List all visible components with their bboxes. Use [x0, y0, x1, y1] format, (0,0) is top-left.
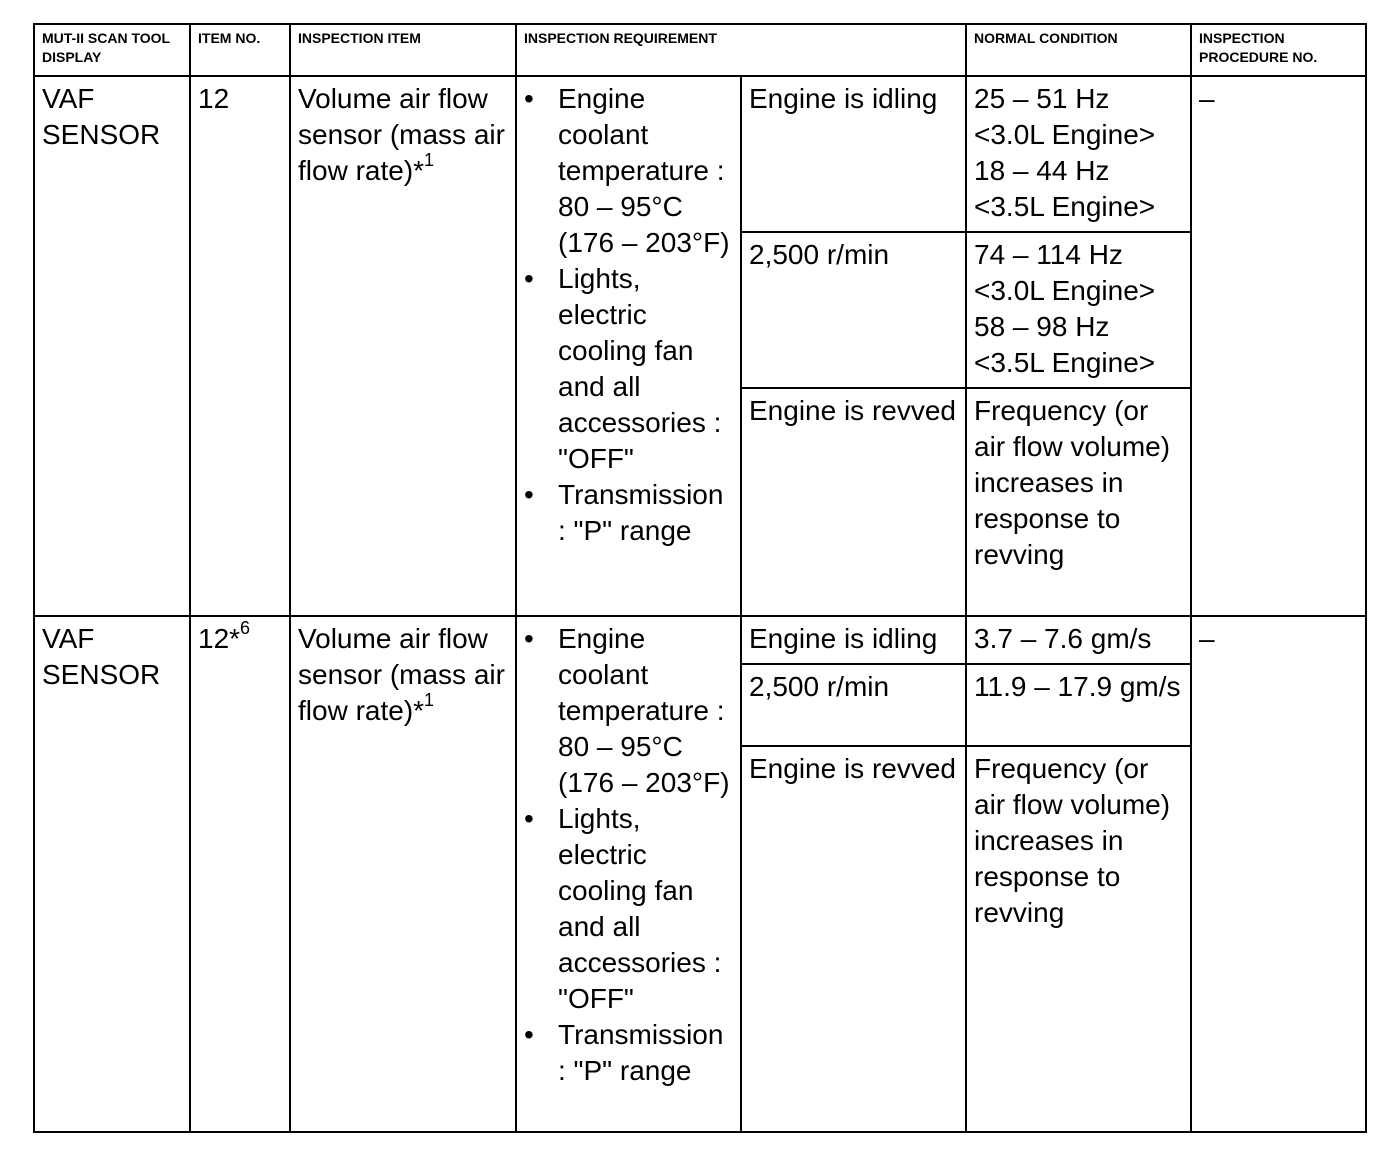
requirement-item: • Transmission : "P" range	[524, 1017, 733, 1089]
condition-state: Engine is idling	[741, 76, 966, 232]
normal-value: 18 – 44 Hz	[974, 155, 1110, 186]
normal-value: 74 – 114 Hz	[974, 239, 1123, 270]
header-requirement: INSPECTION REQUIREMENT	[516, 24, 966, 76]
header-normal-condition: NORMAL CONDITION	[966, 24, 1191, 76]
requirement-item: • Transmission : "P" range	[524, 477, 733, 549]
requirement-cell	[516, 76, 741, 616]
normal-value: 58 – 98 Hz	[974, 311, 1110, 342]
normal-condition: Frequency (or air flow volume) increases in response to revving	[966, 388, 1191, 616]
procedure-no-cell: –	[1191, 76, 1366, 616]
item-no-cell	[190, 76, 290, 616]
normal-condition	[966, 76, 1191, 232]
engine-variant: <3.5L Engine>	[974, 191, 1156, 222]
procedure-no-cell: –	[1191, 616, 1366, 1132]
inspection-item-text: Volume air flow sensor (mass air flow rate)*	[298, 83, 505, 186]
requirement-item: • Engine coolant temperature : 80 – 95°C (176 – 203°F)	[524, 621, 733, 801]
inspection-item-footnote: 1	[424, 149, 435, 170]
normal-value: 25 – 51 Hz	[974, 83, 1110, 114]
condition-state: Engine is idling	[741, 616, 966, 664]
item-no-footnote: 6	[240, 617, 251, 638]
engine-variant: <3.0L Engine>	[974, 119, 1156, 150]
condition-state: Engine is revved	[741, 746, 966, 1132]
scan-display-cell: VAF SENSOR	[34, 616, 190, 1132]
inspection-item-cell	[290, 616, 516, 1132]
item-no: 12	[198, 83, 230, 114]
condition-state: 2,500 r/min	[741, 664, 966, 746]
requirement-item: • Engine coolant temperature : 80 – 95°C (176 – 203°F)	[524, 81, 733, 261]
requirement-item: • Lights, electric cooling fan and all accessories : "OFF"	[524, 261, 733, 477]
header-procedure-no: INSPECTION PROCEDURE NO.	[1191, 24, 1366, 76]
scan-display-cell: VAF SENSOR	[34, 76, 190, 616]
requirement-cell	[516, 616, 741, 1132]
engine-variant: <3.0L Engine>	[974, 275, 1156, 306]
condition-state: Engine is revved	[741, 388, 966, 616]
header-display: MUT-II SCAN TOOL DISPLAY	[34, 24, 190, 76]
normal-condition: 3.7 – 7.6 gm/s	[966, 616, 1191, 664]
requirement-list	[524, 81, 733, 549]
engine-variant: <3.5L Engine>	[974, 347, 1156, 378]
item-no: 12*	[198, 623, 241, 654]
requirement-item: • Lights, electric cooling fan and all accessories : "OFF"	[524, 801, 733, 1017]
header-item-no: ITEM NO.	[190, 24, 290, 76]
table-row	[34, 76, 1366, 232]
normal-condition: 11.9 – 17.9 gm/s	[966, 664, 1191, 746]
inspection-item-text: Volume air flow sensor (mass air flow rate)*	[298, 623, 505, 726]
condition-state: 2,500 r/min	[741, 232, 966, 388]
inspection-table	[33, 23, 1367, 1133]
requirement-list	[524, 621, 733, 1089]
item-no-cell	[190, 616, 290, 1132]
header-inspection-item: INSPECTION ITEM	[290, 24, 516, 76]
normal-condition	[966, 232, 1191, 388]
table-row	[34, 616, 1366, 664]
header-row	[34, 24, 1366, 76]
inspection-item-cell	[290, 76, 516, 616]
inspection-item-footnote: 1	[424, 689, 435, 710]
normal-condition: Frequency (or air flow volume) increases in response to revving	[966, 746, 1191, 1132]
